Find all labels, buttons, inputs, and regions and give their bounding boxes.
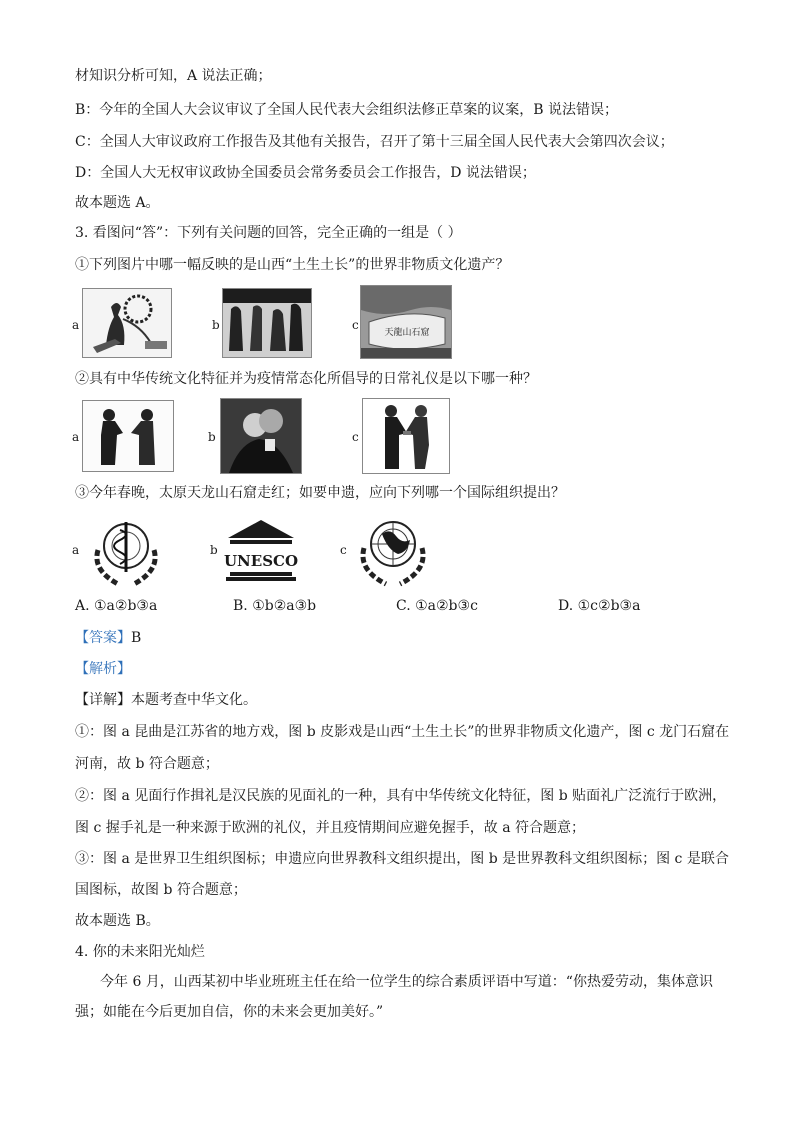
question-3-title: 3. 看图问“答”：下列有关问题的回答，完全正确的一组是（ ） <box>75 225 462 241</box>
detail-paragraph-2-cont: 图 c 握手礼是一种来源于欧洲的礼仪，并且疫情期间应避免握手，故 a 符合题意； <box>75 820 585 836</box>
kunqu-opera-image <box>82 288 172 358</box>
bow-greeting-image <box>82 400 174 472</box>
question-3-sub-3: ③今年春晚，太原天龙山石窟走红；如要申遗，应向下列哪一个国际组织提出？ <box>75 485 565 501</box>
figure-letter-b: b <box>210 543 218 557</box>
detail-paragraph-3-cont: 国图标，故图 b 符合题意； <box>75 882 247 898</box>
question-4-passage-cont: 强；如能在今后更加自信，你的未来会更加美好。” <box>75 1004 384 1020</box>
question-3-sub-1: ①下列图片中哪一幅反映的是山西“土生土长”的世界非物质文化遗产？ <box>75 257 510 273</box>
detail-paragraph-1-cont: 河南，故 b 符合题意； <box>75 756 219 772</box>
figure-letter-a: a <box>72 318 80 332</box>
option-c: C. ①a②b③c <box>396 598 478 614</box>
figure-letter-c: c <box>352 318 359 332</box>
un-logo-image <box>350 510 436 588</box>
question-3-sub-2: ②具有中华传统文化特征并为疫情常态化所倡导的日常礼仪是以下哪一种？ <box>75 371 537 387</box>
unesco-logo-image <box>224 516 298 582</box>
answer-value: B <box>131 630 142 646</box>
figure-letter-c: c <box>352 430 359 444</box>
option-a: A. ①a②b③a <box>75 598 158 614</box>
text-line: D：全国人大无权审议政协全国委员会常务委员会工作报告，D 说法错误； <box>75 165 536 181</box>
detail-paragraph-1: ①：图 a 昆曲是江苏省的地方戏，图 b 皮影戏是山西“土生土长”的世界非物质文化遗产，图 c 龙门石窟在 <box>75 724 730 740</box>
text-line: B：今年的全国人大会议审议了全国人民代表大会组织法修正草案的议案，B 说法错误； <box>75 102 619 118</box>
detail-intro: 【详解】本题考查中华文化。 <box>75 692 257 708</box>
text-line: 故本题选 A。 <box>75 195 160 211</box>
answer-line <box>75 628 141 648</box>
text-line: C：全国人大审议政府工作报告及其他有关报告，召开了第十三届全国人民代表大会第四次会议； <box>75 134 674 150</box>
who-logo-image <box>84 510 168 588</box>
cheek-kiss-image <box>220 398 302 474</box>
text-line: 材知识分析可知，A 说法正确； <box>75 68 272 84</box>
figure-letter-b: b <box>208 430 216 444</box>
answer-label: 【答案】 <box>75 630 131 646</box>
analysis-label: 【解析】 <box>75 661 131 677</box>
question-4-passage: 今年 6 月，山西某初中毕业班班主任在给一位学生的综合素质评语中写道：“你热爱劳动，集体意识 <box>100 974 713 990</box>
handshake-image <box>362 398 450 474</box>
option-b: B. ①b②a③b <box>233 598 317 614</box>
detail-paragraph-3: ③：图 a 是世界卫生组织图标；申遗应向世界教科文组织提出，图 b 是世界教科文组织图标；图 c 是联合 <box>75 851 729 867</box>
option-d: D. ①c②b③a <box>558 598 641 614</box>
unesco-lettering: UNESCO <box>224 552 298 570</box>
figure-letter-a: a <box>72 430 80 444</box>
detail-conclusion: 故本题选 B。 <box>75 913 160 929</box>
figure-letter-a: a <box>72 543 80 557</box>
figure-letter-b: b <box>212 318 220 332</box>
question-4-title: 4. 你的未来阳光灿烂 <box>75 944 205 960</box>
stone-grotto-image <box>360 285 452 359</box>
shadow-puppet-image <box>222 288 312 358</box>
figure-letter-c: c <box>340 543 347 557</box>
detail-paragraph-2: ②：图 a 见面行作揖礼是汉民族的见面礼的一种，具有中华传统文化特征，图 b 贴面礼广泛流行于欧洲， <box>75 788 727 804</box>
stone-inscription: 天龍山石窟 <box>384 328 430 338</box>
